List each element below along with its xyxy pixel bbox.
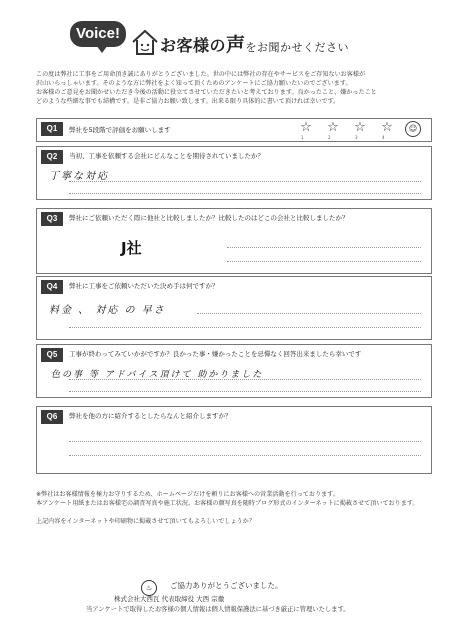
- question-text: 当初、工事を依頼する会社にどんなことを期待されていましたか？: [69, 152, 264, 160]
- privacy-notice: 当アンケートで取得したお客様の個人情報は個人情報保護法に基づき厳正に管理いたします。: [86, 606, 350, 613]
- smile-icon[interactable]: ☺: [405, 121, 421, 137]
- answer-line: [69, 181, 421, 182]
- star-icon: ☆: [300, 120, 312, 135]
- house-icon: [130, 28, 160, 56]
- answer-text[interactable]: 料金 、 対応 の 早さ: [49, 305, 166, 316]
- star-icon: ☆: [381, 120, 393, 135]
- question-tag: Q3: [41, 212, 63, 226]
- company-logo-icon: ♨: [141, 580, 157, 596]
- question-text: 工事が終わってみていかがですか？良かった事・嫌かったことを忌憚なく回答出来ましたら幸いです: [69, 350, 362, 358]
- answer-line: [227, 261, 421, 262]
- answer-text[interactable]: 丁寧な対応: [49, 171, 109, 182]
- answer-line: [69, 193, 421, 194]
- answer-line: [69, 455, 421, 456]
- answer-line: [227, 247, 421, 248]
- answer-line: [69, 327, 421, 328]
- voice-badge: Voice!: [70, 21, 126, 47]
- star-icon: ☆: [354, 120, 366, 135]
- star-number: 3: [355, 135, 358, 140]
- star-number: 2: [328, 135, 331, 140]
- rating-stars: [297, 120, 421, 140]
- rating-star-3[interactable]: [351, 120, 369, 140]
- question-tag: Q5: [41, 348, 63, 362]
- rating-star-1[interactable]: [297, 120, 315, 140]
- answer-line: [69, 379, 421, 380]
- rating-star-4[interactable]: [378, 120, 396, 140]
- answer-text[interactable]: J社: [121, 239, 142, 257]
- page-title: [160, 30, 349, 57]
- title-prefix: お客様の: [160, 36, 227, 55]
- question-box-q5: [36, 344, 432, 398]
- star-icon: ☆: [327, 120, 339, 135]
- question-tag: Q2: [41, 150, 63, 164]
- question-box-q2: [36, 146, 432, 200]
- answer-line: [69, 441, 421, 442]
- question-text: 弊社に工事をご依頼いただいた決め手は何ですか？: [69, 282, 219, 290]
- answer-text[interactable]: 色の事 等 アドバイス頂けて 助かりました: [51, 370, 264, 380]
- title-suffix: をお聞かせください: [245, 41, 350, 54]
- question-text: 弊社を5段階で評価をお願いします: [69, 126, 171, 134]
- title-big: 声: [226, 34, 246, 56]
- rating-star-2[interactable]: [324, 120, 342, 140]
- question-box-q1: [36, 118, 432, 142]
- question-tag: Q4: [41, 280, 63, 294]
- company-name: 株式会社大西瓦 代表取締役 大西 宗徹: [114, 595, 225, 603]
- thanks-text: ご協力ありがとうございました。: [170, 581, 283, 590]
- star-number: 4: [382, 135, 385, 140]
- question-text: 弊社にご依頼いただく際に他社と比較しましたか？比較したのはどこの会社と比較しましたか？: [69, 214, 349, 222]
- answer-line: [69, 391, 421, 392]
- question-box-q6: [36, 406, 432, 474]
- question-tag: Q6: [41, 410, 63, 424]
- question-box-q4: [36, 276, 432, 340]
- answer-line: [197, 313, 421, 314]
- question-box-q3: [36, 208, 432, 274]
- notes-text: ※弊社はお客様情報を極力お守りするため、ホームページだけを頼りにお客様への営業活動を行っております。 本アンケート用紙またはお客様宅の調査写真や施工状況、お客様の顔写真を随時ブログ形式のインターネットに掲載させて頂いております。 上記内容をインターネットや印刷物に掲載させて頂いてもよろしいでしょうか？: [36, 491, 419, 525]
- star-number: 1: [301, 135, 304, 140]
- voice-badge-tail: [96, 45, 108, 53]
- question-text: 弊社を他の方に紹介するとしたらなんと紹介しますか？: [69, 412, 232, 420]
- intro-text: この度は弊社に工事をご用命頂き誠にありがとうございました。世の中には弊社の存在やサービスをご存知ないお客様が 沢山いらっしゃいます。そのような方に弊社をよく知って頂くためのアンケートにご協力願いたいのでございます。 お客様のご意見をお聞かせいただき今後の活動に役立てさせていただきたいと考えております。良かったこと、嫌かったこと どのような些細な事でも結構です。是非ご協力お願い致します。出来る限り具体的に書いて頂ければ幸いです。: [36, 71, 377, 105]
- question-tag: Q1: [41, 122, 63, 136]
